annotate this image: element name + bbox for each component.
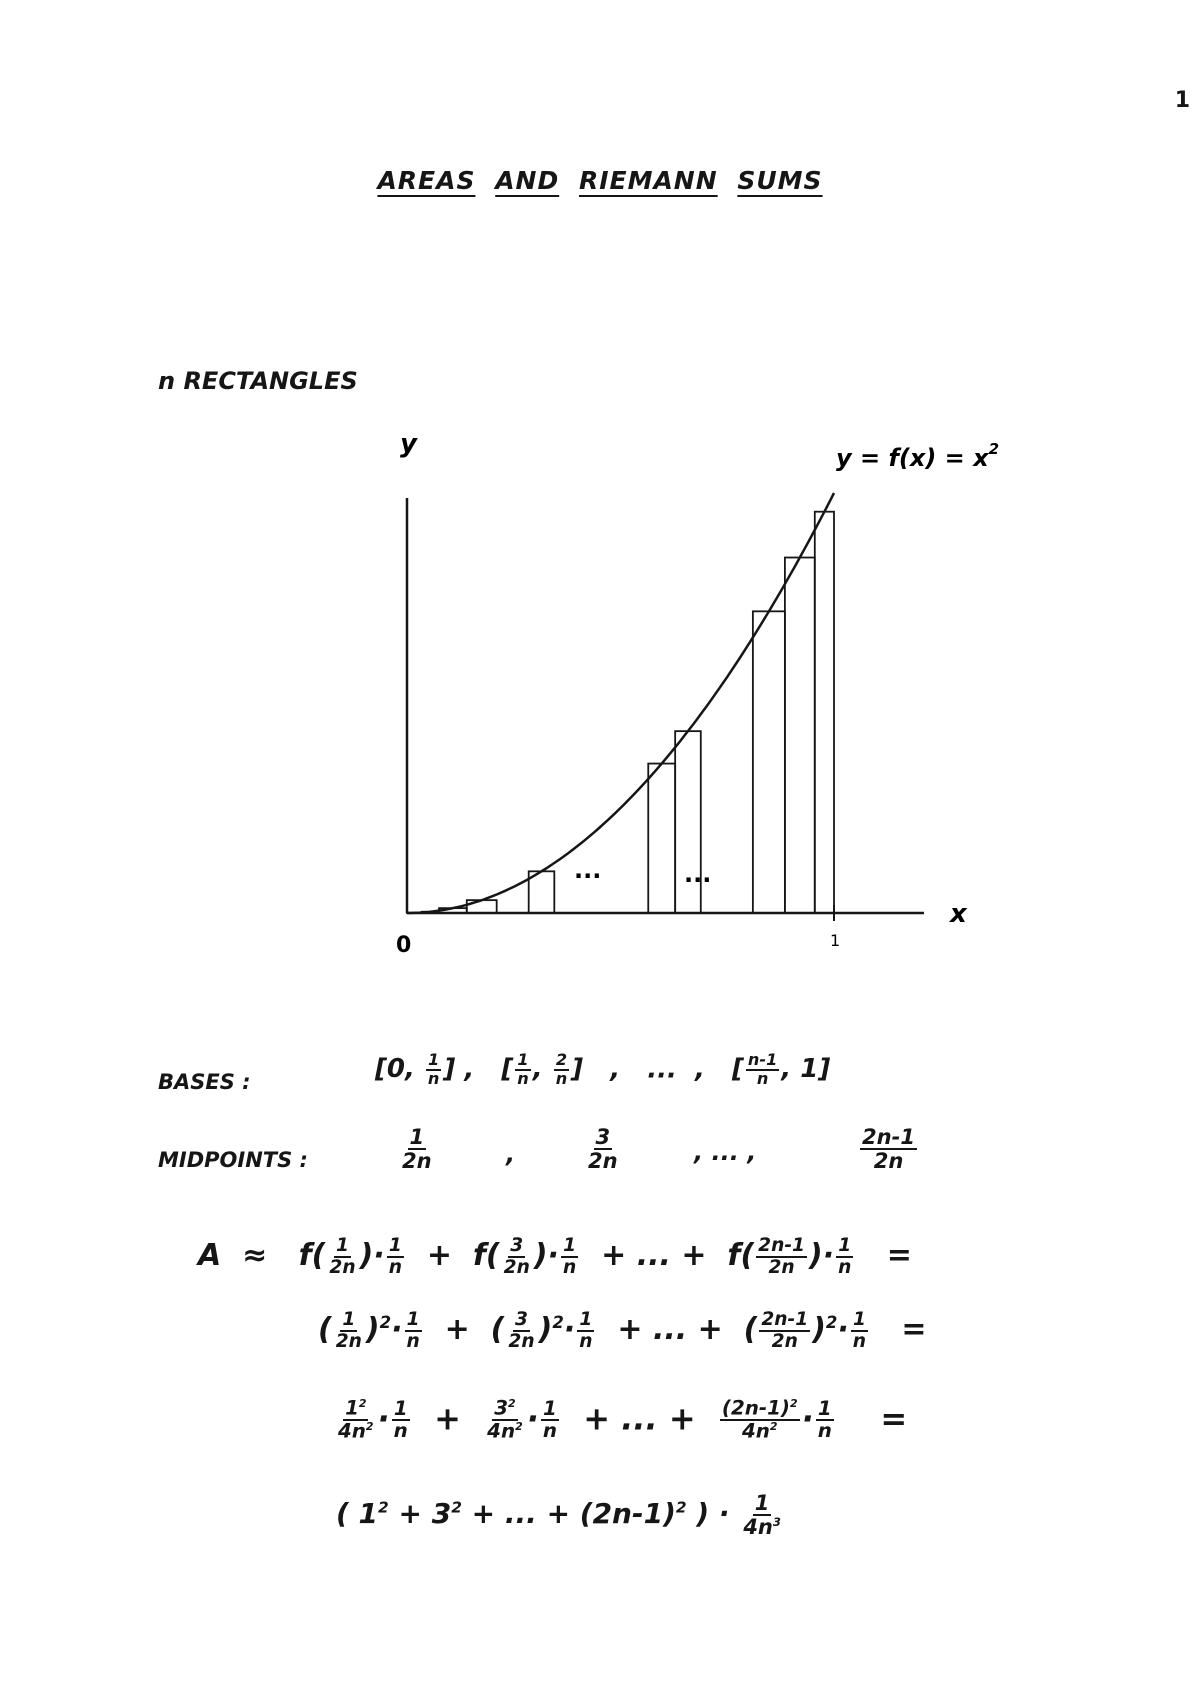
midpoint-rectangle — [753, 611, 785, 913]
base-interval: [0, $\frac{1}{n}$ ] — [375, 1050, 456, 1088]
graph-marks — [407, 512, 834, 913]
x-axis-label: x — [950, 899, 967, 929]
midpoints-label: MIDPOINTS : — [158, 1148, 308, 1172]
midpoint: $\frac{1}{2n}$ — [402, 1124, 432, 1174]
bases-label: BASES : — [158, 1070, 251, 1094]
title-word: RIEMANN — [578, 166, 718, 195]
title-word: AND — [495, 166, 560, 195]
curve-x-squared — [407, 493, 834, 913]
equation-line-1-full: A ≈ f( $\frac{1}{2n}$ )· $\frac{1}{n}$ + f( $\frac{3}{2n}$ )· $\frac{1}{n}$ + ... + f( $\frac{2n-1}{2n}$ )· $\frac{1}{n}$ = — [198, 1235, 912, 1278]
y-axis-label: y — [400, 429, 417, 459]
base-interval: [ $\frac{n-1}{n}$ , 1] — [732, 1050, 831, 1088]
curve-label-text: y = f(x) = x — [836, 444, 989, 472]
midpoint-rectangle — [467, 900, 497, 913]
section-title: n RECTANGLES — [158, 367, 358, 395]
equation-line-3: $\frac{1^2}{4n^2}$ · $\frac{1}{n}$ + $\frac{3^2}{4n^2}$ · $\frac{1}{n}$ + ... + $\frac{(2n-1)^2}{4n^2}$ · $\frac{1}{n}$ = — [338, 1396, 908, 1444]
midpoint-rectangle — [815, 512, 834, 913]
midpoint: $\frac{3}{2n}$ — [588, 1124, 618, 1174]
equation-line-4: ( $1^2 + 3^2$ + ... + $(2n-1)^2$ ) · $\frac{1}{4n^3}$ — [336, 1491, 781, 1540]
bases-list: [0, $\frac{1}{n}$ ] , [ $\frac{1}{n}$ , $\frac{2}{n}$ ] , ... , [ $\frac{n-1}{n}$ , 1] — [375, 1050, 831, 1088]
curve-label — [836, 440, 999, 472]
title-word: AREAS — [377, 166, 476, 195]
origin-label: 0 — [396, 933, 412, 958]
title-word: SUMS — [737, 166, 823, 195]
page-number: 1 — [1174, 88, 1190, 113]
equation-line-2: ( $\frac{1}{2n}$ )$^2$· $\frac{1}{n}$ + ( $\frac{3}{2n}$ )$^2$· $\frac{1}{n}$ + ... + ( $\frac{2n-1}{2n}$ )$^2$· $\frac{1}{n}$ = — [318, 1309, 927, 1352]
midpoint-rectangle — [785, 558, 815, 913]
x-end-label: 1 — [830, 931, 841, 950]
ellipsis-left: ... — [574, 856, 602, 884]
ellipsis-right: ... — [684, 860, 712, 888]
midpoint-ellipsis: , ... , — [694, 1138, 757, 1166]
base-ellipsis: ... — [647, 1054, 677, 1085]
base-interval: [ $\frac{1}{n}$ , $\frac{2}{n}$ ] — [501, 1050, 584, 1088]
midpoint-rectangle — [648, 764, 675, 913]
curve-label-exponent: 2 — [988, 440, 1000, 458]
midpoint: $\frac{2n-1}{2n}$ — [862, 1124, 916, 1174]
